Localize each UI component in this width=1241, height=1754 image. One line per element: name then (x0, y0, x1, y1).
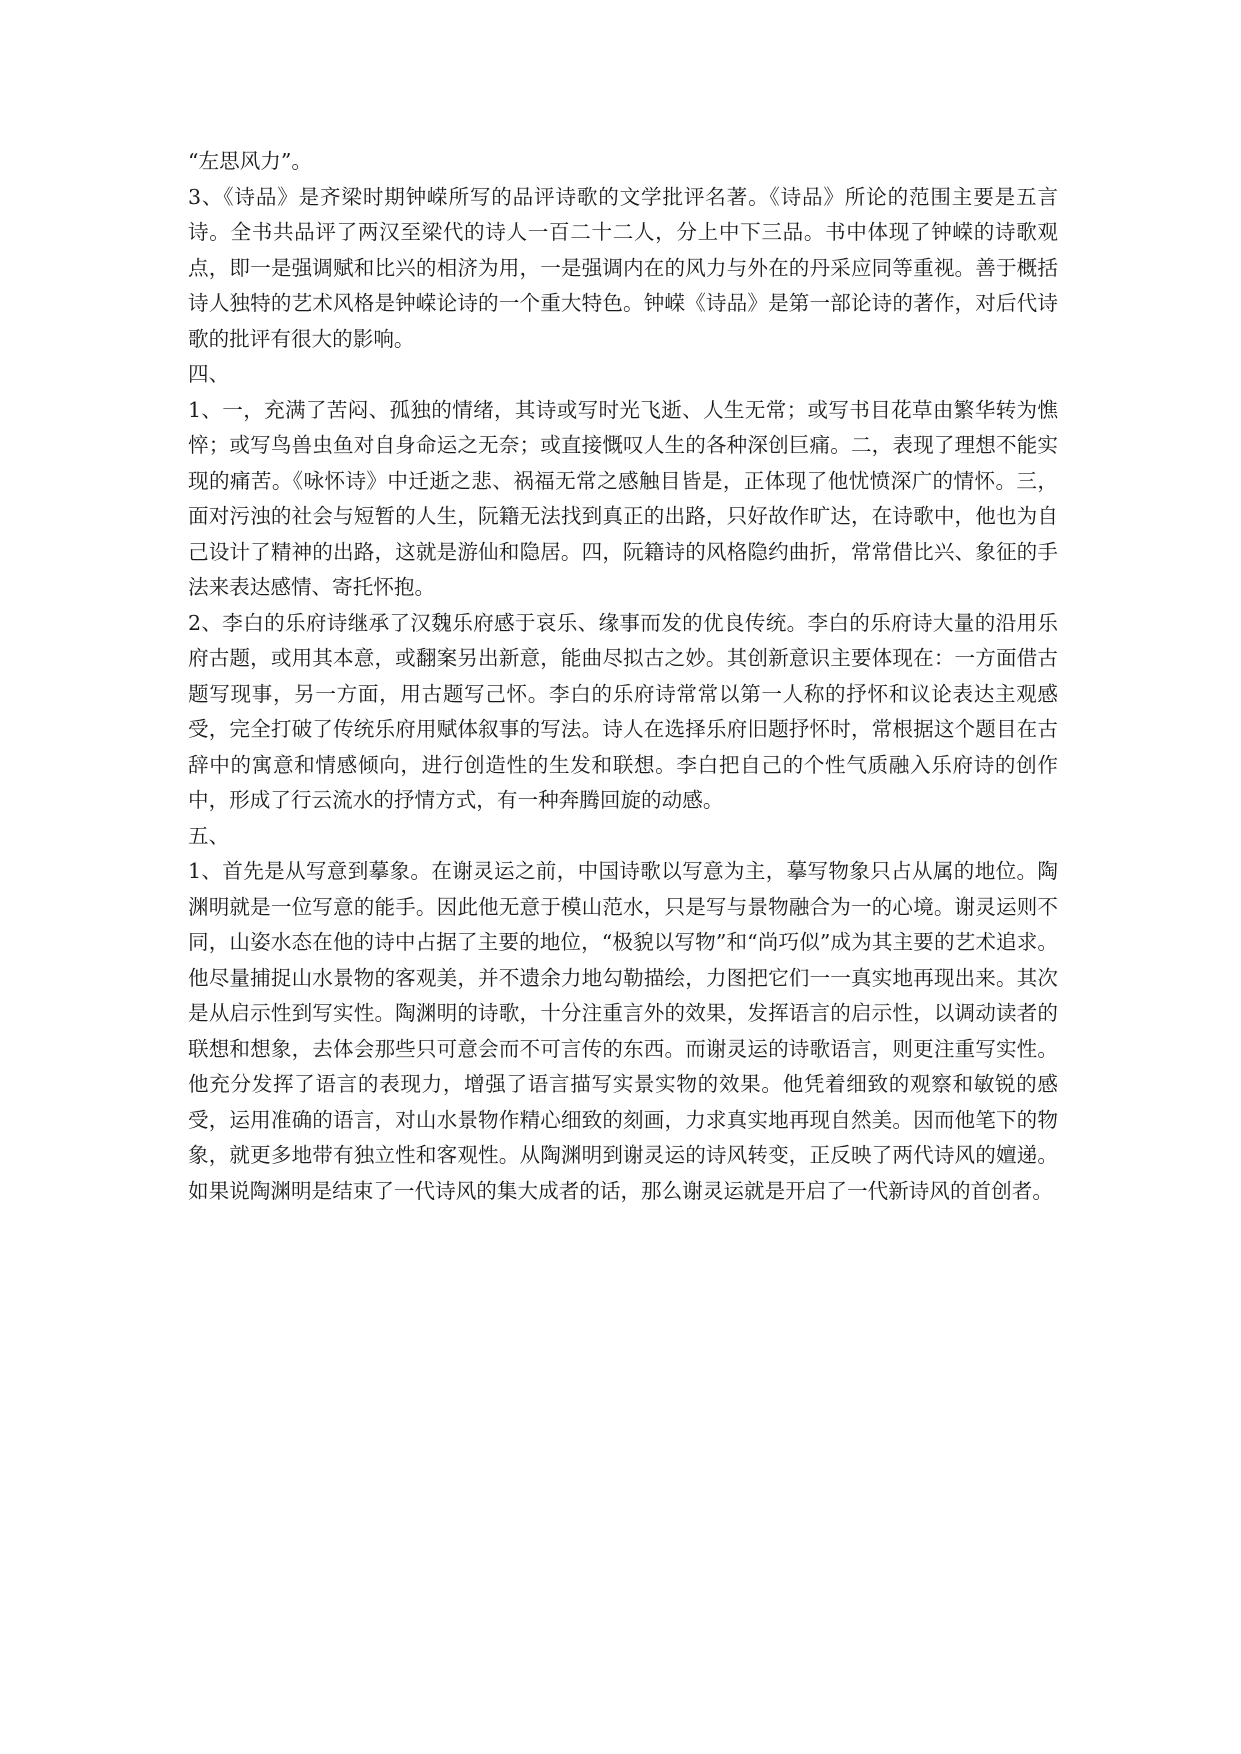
paragraph-libai: 2、李白的乐府诗继承了汉魏乐府感于哀乐、缘事而发的优良传统。李白的乐府诗大量的沿用乐府古题，或用其本意，或翻案另出新意，能曲尽拟古之妙。其创新意识主要体现在：一方面借古题写现事，另一方面，用古题写己怀。李白的乐府诗常常以第一人称的抒怀和议论表达主观感受，完全打破了传统乐府用赋体叙事的写法。诗人在选择乐府旧题抒怀时，常根据这个题目在古辞中的寓意和情感倾向，进行创造性的生发和联想。李白把自己的个性气质融入乐府诗的创作中，形成了行云流水的抒情方式，有一种奔腾回旋的动感。 (188, 610, 1058, 812)
section-heading-five: 五、 (188, 823, 230, 848)
section-heading-four: 四、 (188, 362, 230, 386)
paragraph-shipin: 3、《诗品》是齐梁时期钟嵘所写的品评诗歌的文学批评名著。《诗品》所论的范围主要是五言诗。全书共品评了两汉至梁代的诗人一百二十二人，分上中下三品。书中体现了钟嵘的诗歌观点，即一是强调赋和比兴的相济为用，一是强调内在的风力与外在的丹采应同等重视。善于概括诗人独特的艺术风格是钟嵘论诗的一个重大特色。钟嵘《诗品》是第一部论诗的著作，对后代诗歌的批评有很大的影响。 (188, 184, 1058, 351)
document-body (188, 144, 1058, 1209)
paragraph-ruanji: 1、一，充满了苦闷、孤独的情绪，其诗或写时光飞逝、人生无常；或写书目花草由繁华转为憔悴；或写鸟兽虫鱼对自身命运之无奈；或直接慨叹人生的各种深创巨痛。二，表现了理想不能实现的痛苦。《咏怀诗》中迁逝之悲、祸福无常之感触目皆是，正体现了他忧愤深广的情怀。三，面对污浊的社会与短暂的人生，阮籍无法找到真正的出路，只好故作旷达，在诗歌中，他也为自己设计了精神的出路，这就是游仙和隐居。四，阮籍诗的风格隐约曲折，常常借比兴、象征的手法来表达感情、寄托怀抱。 (188, 397, 1058, 599)
paragraph-continuation: “左思风力”。 (188, 149, 313, 173)
paragraph-xielingyun: 1、首先是从写意到摹象。在谢灵运之前，中国诗歌以写意为主，摹写物象只占从属的地位。陶渊明就是一位写意的能手。因此他无意于模山范水，只是写与景物融合为一的心境。谢灵运则不同，山姿水态在他的诗中占据了主要的地位，“极貌以写物”和“尚巧似”成为其主要的艺术追求。他尽量捕捉山水景物的客观美，并不遗余力地勾勒描绘，力图把它们一一真实地再现出来。其次是从启示性到写实性。陶渊明的诗歌，十分注重言外的效果，发挥语言的启示性，以调动读者的联想和想象，去体会那些只可意会而不可言传的东西。而谢灵运的诗歌语言，则更注重写实性。他充分发挥了语言的表现力，增强了语言描写实景实物的效果。他凭着细致的观察和敏锐的感受，运用准确的语言，对山水景物作精心细致的刻画，力求真实地再现自然美。因而他笔下的物象，就更多地带有独立性和客观性。从陶渊明到谢灵运的诗风转变，正反映了两代诗风的嬗递。如果说陶渊明是结束了一代诗风的集大成者的话，那么谢灵运就是开启了一代新诗风的首创者。 (188, 859, 1058, 1203)
